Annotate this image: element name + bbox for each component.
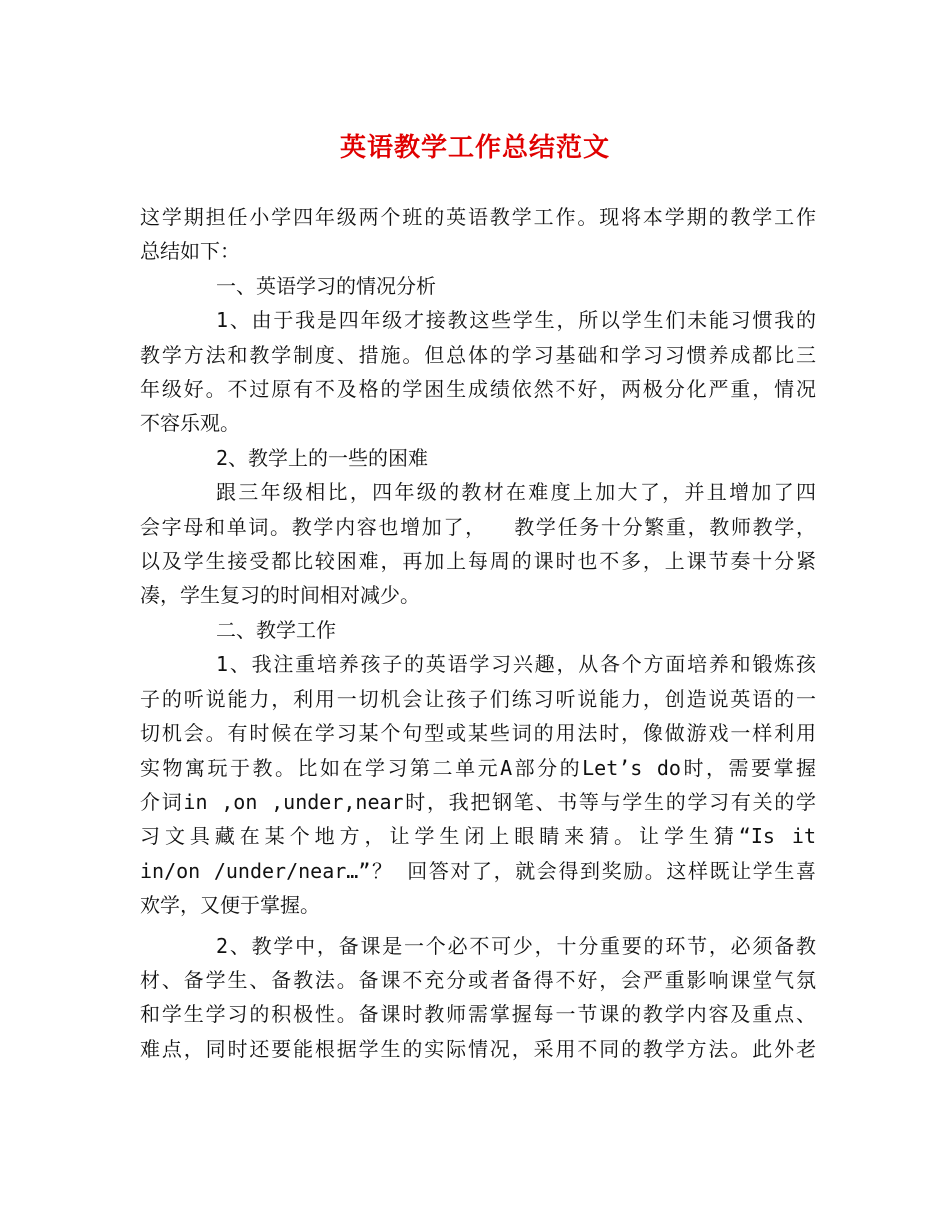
text-line: 不容乐观。 bbox=[140, 411, 240, 436]
text-line: 欢学，又便于掌握。 bbox=[140, 893, 320, 918]
text-line: 凑，学生复习的时间相对减少。 bbox=[140, 583, 420, 608]
document-title: 英语教学工作总结范文 bbox=[339, 133, 610, 163]
paragraph bbox=[140, 303, 816, 441]
paragraph bbox=[140, 475, 816, 613]
text-line: 材、备学生、备教法。备课不充分或者备得不好，会严重影响课堂气氛 bbox=[140, 967, 816, 992]
paragraph bbox=[140, 647, 816, 922]
text-line: 年级好。不过原有不及格的学困生成绩依然不好，两极分化严重，情况 bbox=[140, 377, 816, 402]
text-line: 习文具藏在某个地方，让学生闭上眼睛来猜。让学生猜“Is it bbox=[140, 824, 816, 849]
text-line: 跟三年级相比，四年级的教材在难度上加大了，并且增加了四 bbox=[216, 480, 816, 505]
intro-paragraph bbox=[140, 200, 816, 269]
text-line: in/on /under/near…”？ 回答对了，就会得到奖励。这样既让学生喜 bbox=[140, 858, 816, 883]
text-line: 以及学生接受都比较困难，再加上每周的课时也不多，上课节奏十分紧 bbox=[140, 549, 816, 574]
paragraph bbox=[140, 929, 816, 1067]
subsection-heading bbox=[140, 441, 816, 475]
text-line: 教学方法和教学制度、措施。但总体的学习基础和学习习惯养成都比三 bbox=[140, 342, 816, 367]
text-line: 一、英语学习的情况分析 bbox=[216, 273, 436, 298]
text-line: 二、教学工作 bbox=[216, 617, 336, 642]
text-line: 和学生学习的积极性。备课时教师需掌握每一节课的教学内容及重点、 bbox=[140, 1002, 816, 1027]
section-heading bbox=[140, 269, 816, 303]
document-body bbox=[140, 200, 816, 1066]
text-line: 切机会。有时候在学习某个句型或某些词的用法时，像做游戏一样利用 bbox=[140, 721, 816, 746]
section-heading bbox=[140, 613, 816, 647]
text-line: 这学期担任小学四年级两个班的英语教学工作。现将本学期的教学工作 bbox=[140, 205, 816, 229]
text-line: 会字母和单词。教学内容也增加了， 教学任务十分繁重，教师教学， bbox=[140, 514, 816, 539]
text-line: 子的听说能力，利用一切机会让孩子们练习听说能力，创造说英语的一 bbox=[140, 686, 816, 711]
text-line: 2、教学上的一些的困难 bbox=[216, 445, 429, 470]
text-line: 难点，同时还要能根据学生的实际情况，采用不同的教学方法。此外老 bbox=[140, 1036, 816, 1061]
text-line: 1、我注重培养孩子的英语学习兴趣，从各个方面培养和锻炼孩 bbox=[216, 652, 816, 677]
text-line: 实物寓玩于教。比如在学习第二单元A部分的Let’s do时，需要掌握 bbox=[140, 755, 816, 780]
text-line: 介词in ,on ,under,near时，我把钢笔、书等与学生的学习有关的学 bbox=[140, 789, 816, 814]
text-line: 总结如下： bbox=[140, 239, 240, 264]
text-line: 1、由于我是四年级才接教这些学生，所以学生们未能习惯我的 bbox=[216, 308, 816, 333]
text-line: 2、教学中，备课是一个必不可少，十分重要的环节，必须备教 bbox=[216, 933, 816, 958]
